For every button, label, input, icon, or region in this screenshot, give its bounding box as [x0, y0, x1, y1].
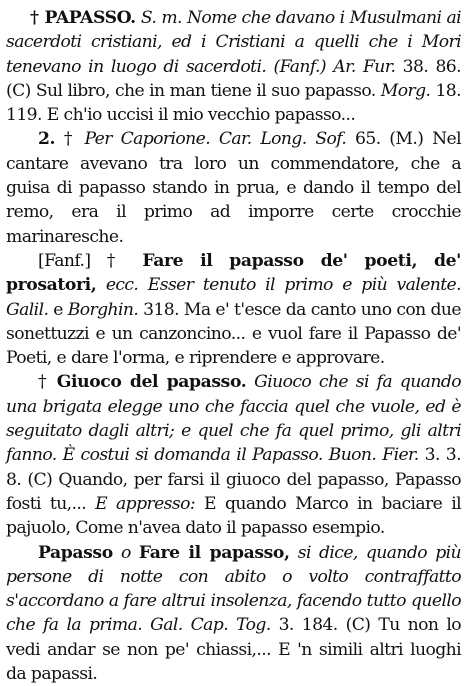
headword-text: Fare il papasso,	[138, 542, 290, 563]
dictionary-entry	[6, 6, 461, 686]
headword-text: † PAPASSO.	[30, 8, 136, 28]
body-text: 65. (M.) Nel cantare avevano tra loro un commendatore, che a guisa di papasso stando in prua, e dando il tempo del remo, era il primo ad imporre certe crocchie marinaresche.	[6, 129, 461, 247]
sense-2	[6, 127, 461, 248]
body-text: 38. 86. (C) Sul libro, che in man tiene il suo papasso.	[6, 56, 462, 101]
body-text: 3. 184. (C) Tu non lo vedi andar se non pe' chiassi,... E 'n simili altri luoghi da papassi.	[6, 615, 461, 685]
body-text	[131, 543, 139, 563]
entry-papasso	[6, 6, 461, 127]
phrase-giuoco-del-papasso	[6, 370, 461, 540]
italic-text: Borghin.	[67, 299, 139, 320]
headword-text: Papasso	[38, 542, 113, 563]
headword-text: Fare il papasso de' poeti, de' prosatori,	[6, 250, 461, 296]
italic-text: Giuoco che si fa quando una brigata elegge uno che faccia quel che vuole, ed è seguitato dagli altri; e quel che fa quel primo, gli altri fanno. È costui si domanda il Papasso. Buon. Fier.	[6, 372, 461, 466]
italic-text: Morg.	[380, 80, 431, 101]
body-text: e	[48, 299, 68, 320]
italic-text: E appresso:	[95, 493, 196, 514]
body-text	[290, 543, 298, 563]
headword-text: Giuoco del papasso.	[56, 372, 247, 393]
body-text: 318. Ma e' t'esce da canto uno con due sonettuzzi e un canzoncino... e vuol fare il Papasso de' Poeti, e dare l'orma, e riprendere e approvare.	[6, 299, 461, 369]
italic-text: o	[120, 542, 131, 563]
headword-text: 2.	[38, 129, 56, 150]
body-text	[113, 543, 121, 563]
italic-text: si dice, quando più persone di notte con abito o volto contraffatto s'accordano a fare altrui insolenza, facendo tutto quello che fa la prima. Gal. Cap. Tog.	[6, 542, 461, 636]
italic-text: ecc. Esser tenuto il primo e più valente. Galil.	[6, 275, 461, 320]
italic-text: S. m. Nome che davano i Musulmani ai sacerdoti cristiani, ed i Cristiani a quelli che i Mori tenevano in luogo di sacerdoti. (Fanf.) Ar. Fur.	[6, 8, 461, 77]
body-text: 18. 119. E ch'io uccisi il mio vecchio papasso...	[6, 80, 461, 126]
phrase-papasso-o-fare-il-papasso	[6, 541, 461, 686]
body-text: 3. 3. 8. (C) Quando, per farsi il giuoco del papasso, Papasso fosti tu,...	[6, 445, 461, 514]
body-text: [Fanf.] †	[38, 250, 143, 271]
italic-text: Per Caporione. Car. Long. Sof.	[84, 129, 347, 150]
body-text: †	[38, 372, 57, 393]
body-text: †	[55, 129, 85, 150]
body-text	[96, 275, 105, 295]
body-text	[246, 372, 254, 392]
phrase-papasso-de-poeti	[6, 249, 461, 370]
body-text: E quando Marco in baciare il pajuolo, Come n'avea dato il papasso esempio.	[6, 493, 461, 539]
